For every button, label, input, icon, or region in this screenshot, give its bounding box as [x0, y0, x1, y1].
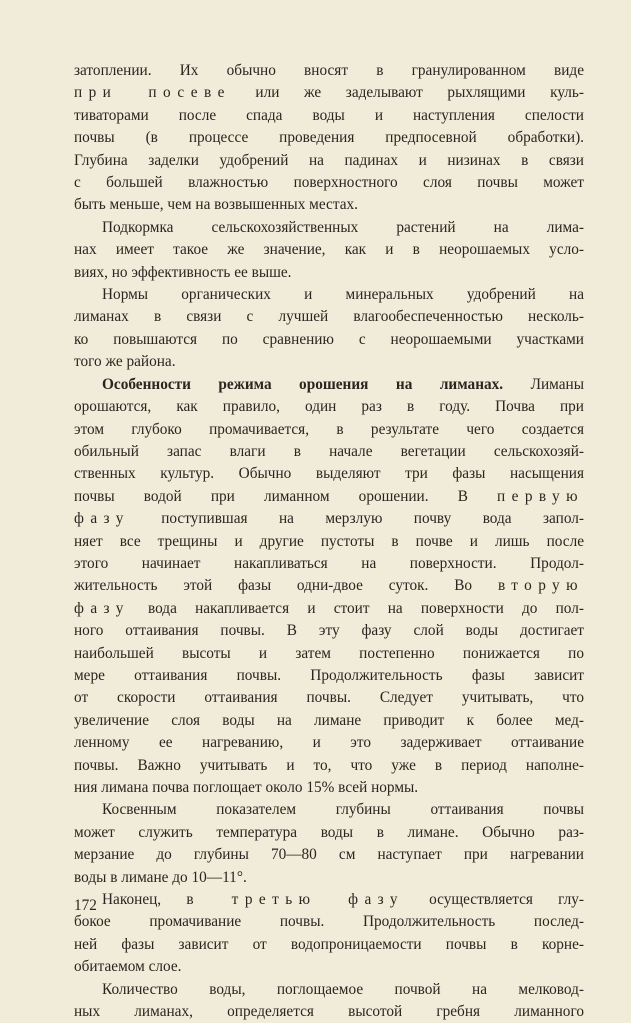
- text-line: [74, 553, 584, 575]
- text-line: [74, 687, 584, 709]
- text-line: [74, 643, 584, 665]
- line-text: обитаемом слое.: [74, 958, 182, 976]
- line-text: ственных культур. Обычно выделяют три фазы насыщения: [74, 465, 584, 483]
- text-line: [74, 217, 584, 239]
- line-text: ко повышаются по сравнению с неорошаемыми участками: [74, 330, 584, 348]
- line-text: мерзание до глубины 70—80 см наступает при нагревании: [74, 846, 584, 864]
- text-line: [74, 531, 584, 553]
- text-line: [74, 777, 584, 799]
- line-text: может служить температура воды в лимане. Обычно раз-: [74, 823, 584, 841]
- line-text: Глубина заделки удобрений на падинах и низинах в связи: [74, 151, 584, 169]
- text-line: [74, 889, 584, 911]
- line-text: лиманах в связи с лучшей влагообеспеченностью несколь-: [74, 308, 584, 326]
- spaced-emphasis: фазу: [74, 510, 130, 528]
- text-line: [74, 441, 584, 463]
- text-line: [74, 822, 584, 844]
- line-text: наибольшей высоты и затем постепенно понижается по: [74, 644, 584, 662]
- text-line: [74, 732, 584, 754]
- text-line: [74, 329, 584, 351]
- text-line: [74, 374, 584, 396]
- line-text: вода накапливается и стоит на поверхности до пол-: [129, 599, 584, 617]
- line-text: или же заделывают рыхлящими куль-: [230, 84, 584, 102]
- line-text: почвы (в процессе проведения предпосевной обработки).: [74, 129, 584, 147]
- text-line: [74, 127, 584, 149]
- text-line: [74, 60, 584, 82]
- line-text: воды в лимане до 10—11°.: [74, 868, 247, 886]
- text-line: [74, 575, 584, 597]
- line-text: обильный запас влаги в начале вегетации сельскохозяй-: [74, 442, 584, 460]
- text-line: [74, 150, 584, 172]
- line-text: тиваторами после спада воды и наступления спелости: [74, 106, 584, 124]
- line-text: виях, но эффективность ее выше.: [74, 263, 292, 281]
- text-line: [74, 306, 584, 328]
- line-text: ных лиманах, определяется высотой гребня лиманного: [74, 1003, 584, 1021]
- spaced-emphasis: вторую: [497, 577, 584, 595]
- text-line: [74, 262, 584, 284]
- line-text: ленному ее нагреванию, и это задерживает оттаивание: [74, 734, 584, 752]
- line-text: мере оттаивания почвы. Продолжительность фазы зависит: [74, 666, 584, 684]
- line-text: ней фазы зависит от водопроницаемости почвы в корне-: [74, 935, 584, 953]
- text-line: [74, 486, 584, 508]
- text-line: [74, 934, 584, 956]
- line-text: Нормы органических и минеральных удобрений на: [102, 286, 584, 304]
- text-line: [74, 665, 584, 687]
- text-line: [74, 351, 584, 373]
- line-text: увеличение слоя воды на лимане приводит к более мед-: [74, 711, 584, 729]
- text-line: [74, 419, 584, 441]
- text-line: [74, 979, 584, 1001]
- text-line: [74, 956, 584, 978]
- text-line: [74, 755, 584, 777]
- line-text: почвы. Важно учитывать и то, что уже в период наполне-: [74, 756, 584, 774]
- text-line: [74, 396, 584, 418]
- text-line: [74, 1001, 584, 1023]
- line-text: поступившая на мерзлую почву вода запол-: [129, 510, 584, 528]
- text-line: [74, 284, 584, 306]
- text-line: [74, 239, 584, 261]
- text-line: [74, 911, 584, 933]
- text-line: [74, 620, 584, 642]
- line-text: Количество воды, поглощаемое почвой на мелковод-: [102, 980, 584, 998]
- text-line: [74, 508, 584, 530]
- line-text: Наконец,: [102, 891, 187, 909]
- spaced-emphasis: фазу: [74, 599, 130, 617]
- body-text: [74, 60, 584, 1023]
- text-line: [74, 194, 584, 216]
- paragraph-heading: Особенности режима орошения на лиманах.: [102, 375, 504, 393]
- text-line: [74, 598, 584, 620]
- text-line: [74, 799, 584, 821]
- line-text: этого начинает накапливаться на поверхности. Продол-: [74, 554, 584, 572]
- spaced-emphasis: в третью фазу: [186, 891, 404, 909]
- page-number: 172: [74, 897, 97, 914]
- spaced-emphasis: первую: [497, 487, 584, 505]
- line-text: Косвенным показателем глубины оттаивания почвы: [102, 801, 584, 819]
- line-text: того же района.: [74, 353, 176, 371]
- line-text: с большей влажностью поверхностного слоя почвы может: [74, 174, 584, 192]
- line-text: ного оттаивания почвы. В эту фазу слой воды достигает: [74, 622, 584, 640]
- line-text: почвы водой при лиманном орошении. В: [74, 487, 498, 505]
- line-text: затоплении. Их обычно вносят в гранулированном виде: [74, 62, 584, 79]
- line-text: няет все трещины и другие пустоты в почве и лишь после: [74, 532, 584, 550]
- line-text: от скорости оттаивания почвы. Следует учитывать, что: [74, 689, 584, 707]
- line-text: бокое промачивание почвы. Продолжительность послед-: [74, 913, 584, 931]
- spaced-emphasis: при посеве: [74, 84, 231, 102]
- text-line: [74, 172, 584, 194]
- text-line: [74, 710, 584, 732]
- line-text: этом глубоко промачивается, в результате чего создается: [74, 420, 584, 438]
- line-text: орошаются, как правило, один раз в году. Почва при: [74, 398, 584, 416]
- line-text: нах имеет такое же значение, как и в неорошаемых усло-: [74, 241, 584, 259]
- text-line: [74, 867, 584, 889]
- text-line: [74, 105, 584, 127]
- line-text: жительность этой фазы одни-двое суток. Во: [74, 577, 498, 595]
- line-text: Подкормка сельскохозяйственных растений на лима-: [102, 218, 584, 236]
- line-text: осуществляется глу-: [403, 891, 585, 909]
- line-text: быть меньше, чем на возвышенных местах.: [74, 196, 358, 214]
- text-line: [74, 844, 584, 866]
- line-text: Лиманы: [503, 375, 584, 393]
- text-line: [74, 82, 584, 104]
- text-line: [74, 463, 584, 485]
- line-text: ния лимана почва поглощает около 15% всей нормы.: [74, 779, 419, 796]
